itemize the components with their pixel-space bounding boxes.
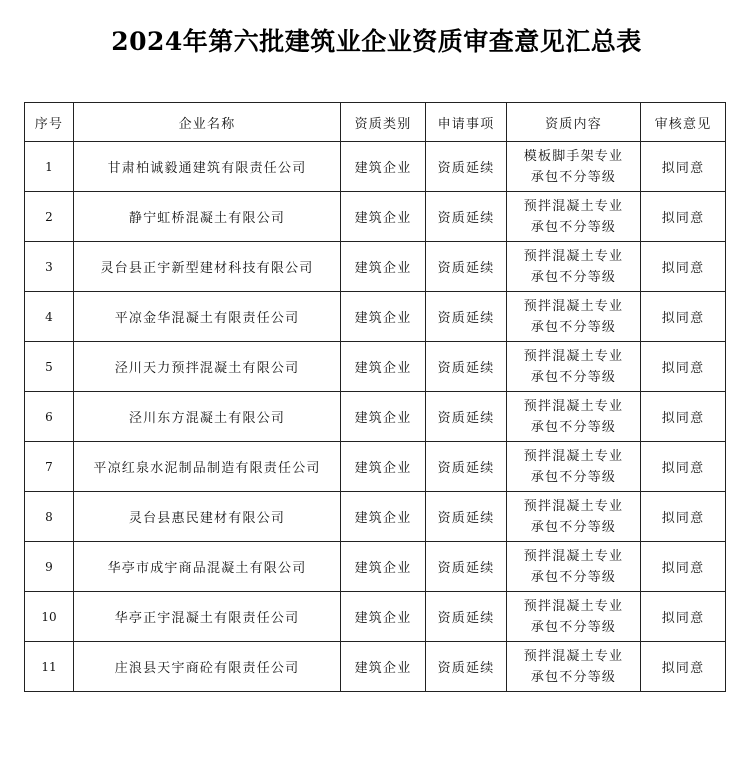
qualification-review-table	[24, 102, 726, 692]
content-line-2: 承包不分等级	[530, 569, 617, 585]
cell-review-opinion: 拟同意	[641, 292, 726, 342]
cell-company-name: 庄浪县天宇商砼有限责任公司	[74, 642, 341, 692]
content-line-2: 承包不分等级	[530, 519, 617, 535]
content-line-1: 预拌混凝土专业	[523, 298, 624, 314]
cell-serial-number: 9	[25, 542, 74, 592]
cell-qualification-category: 建筑企业	[341, 392, 426, 442]
cell-qualification-category: 建筑企业	[341, 292, 426, 342]
table-row	[25, 442, 726, 492]
cell-review-opinion: 拟同意	[641, 342, 726, 392]
cell-qualification-content	[507, 642, 641, 692]
cell-company-name: 甘肃柏诚毅通建筑有限责任公司	[74, 142, 341, 192]
page-title: 2024年第六批建筑业企业资质审查意见汇总表	[111, 27, 642, 56]
cell-company-name: 华亭市成宇商品混凝土有限公司	[74, 542, 341, 592]
table-row	[25, 392, 726, 442]
cell-qualification-content	[507, 142, 641, 192]
cell-qualification-content	[507, 442, 641, 492]
header-review-opinion: 审核意见	[641, 103, 726, 142]
cell-qualification-content	[507, 192, 641, 242]
content-line-1: 预拌混凝土专业	[523, 348, 624, 364]
cell-qualification-category: 建筑企业	[341, 492, 426, 542]
table-row	[25, 492, 726, 542]
content-line-1: 预拌混凝土专业	[523, 498, 624, 514]
cell-serial-number: 7	[25, 442, 74, 492]
cell-serial-number: 5	[25, 342, 74, 392]
cell-qualification-category: 建筑企业	[341, 192, 426, 242]
cell-serial-number: 3	[25, 242, 74, 292]
cell-application-item: 资质延续	[426, 542, 507, 592]
content-line-1: 预拌混凝土专业	[523, 648, 624, 664]
cell-qualification-content	[507, 242, 641, 292]
content-line-2: 承包不分等级	[530, 169, 617, 185]
table-row	[25, 542, 726, 592]
content-line-1: 预拌混凝土专业	[523, 248, 624, 264]
table-row	[25, 142, 726, 192]
cell-serial-number: 2	[25, 192, 74, 242]
cell-review-opinion: 拟同意	[641, 542, 726, 592]
cell-serial-number: 4	[25, 292, 74, 342]
cell-company-name: 平凉金华混凝土有限责任公司	[74, 292, 341, 342]
cell-serial-number: 10	[25, 592, 74, 642]
cell-serial-number: 8	[25, 492, 74, 542]
table-row	[25, 192, 726, 242]
cell-application-item: 资质延续	[426, 342, 507, 392]
cell-review-opinion: 拟同意	[641, 492, 726, 542]
header-company-name: 企业名称	[74, 103, 341, 142]
content-line-2: 承包不分等级	[530, 269, 617, 285]
cell-company-name: 静宁虹桥混凝土有限公司	[74, 192, 341, 242]
cell-qualification-content	[507, 292, 641, 342]
table-body	[25, 142, 726, 692]
cell-qualification-category: 建筑企业	[341, 142, 426, 192]
table-row	[25, 592, 726, 642]
cell-qualification-content	[507, 592, 641, 642]
cell-application-item: 资质延续	[426, 142, 507, 192]
content-line-2: 承包不分等级	[530, 419, 617, 435]
content-line-1: 预拌混凝土专业	[523, 548, 624, 564]
table-row	[25, 242, 726, 292]
content-line-1: 预拌混凝土专业	[523, 598, 624, 614]
cell-qualification-content	[507, 542, 641, 592]
cell-application-item: 资质延续	[426, 642, 507, 692]
cell-qualification-category: 建筑企业	[341, 542, 426, 592]
cell-review-opinion: 拟同意	[641, 392, 726, 442]
cell-application-item: 资质延续	[426, 442, 507, 492]
content-line-2: 承包不分等级	[530, 219, 617, 235]
header-row	[25, 103, 726, 142]
header-qualification-category: 资质类别	[341, 103, 426, 142]
content-line-2: 承包不分等级	[530, 669, 617, 685]
content-line-2: 承包不分等级	[530, 619, 617, 635]
cell-review-opinion: 拟同意	[641, 592, 726, 642]
cell-qualification-category: 建筑企业	[341, 442, 426, 492]
cell-review-opinion: 拟同意	[641, 642, 726, 692]
header-application-item: 申请事项	[426, 103, 507, 142]
content-line-1: 预拌混凝土专业	[523, 398, 624, 414]
cell-review-opinion: 拟同意	[641, 142, 726, 192]
header-qualification-content: 资质内容	[507, 103, 641, 142]
cell-qualification-content	[507, 492, 641, 542]
cell-qualification-category: 建筑企业	[341, 342, 426, 392]
cell-review-opinion: 拟同意	[641, 192, 726, 242]
cell-application-item: 资质延续	[426, 592, 507, 642]
content-line-2: 承包不分等级	[530, 319, 617, 335]
cell-review-opinion: 拟同意	[641, 242, 726, 292]
cell-serial-number: 11	[25, 642, 74, 692]
cell-company-name: 泾川东方混凝土有限公司	[74, 392, 341, 442]
content-line-1: 预拌混凝土专业	[523, 198, 624, 214]
content-line-1: 模板脚手架专业	[523, 148, 624, 164]
content-line-2: 承包不分等级	[530, 469, 617, 485]
content-line-2: 承包不分等级	[530, 369, 617, 385]
cell-serial-number: 6	[25, 392, 74, 442]
cell-application-item: 资质延续	[426, 192, 507, 242]
cell-qualification-category: 建筑企业	[341, 642, 426, 692]
cell-review-opinion: 拟同意	[641, 442, 726, 492]
cell-qualification-category: 建筑企业	[341, 592, 426, 642]
cell-company-name: 泾川天力预拌混凝土有限公司	[74, 342, 341, 392]
cell-serial-number: 1	[25, 142, 74, 192]
cell-application-item: 资质延续	[426, 242, 507, 292]
cell-application-item: 资质延续	[426, 292, 507, 342]
cell-qualification-category: 建筑企业	[341, 242, 426, 292]
header-serial-number: 序号	[25, 103, 74, 142]
cell-application-item: 资质延续	[426, 392, 507, 442]
cell-application-item: 资质延续	[426, 492, 507, 542]
table-row	[25, 342, 726, 392]
cell-company-name: 灵台县惠民建材有限公司	[74, 492, 341, 542]
table-row	[25, 642, 726, 692]
content-line-1: 预拌混凝土专业	[523, 448, 624, 464]
cell-company-name: 华亭正宇混凝土有限责任公司	[74, 592, 341, 642]
table-row	[25, 292, 726, 342]
cell-company-name: 灵台县正宇新型建材科技有限公司	[74, 242, 341, 292]
table-header	[25, 103, 726, 142]
cell-company-name: 平凉红泉水泥制品制造有限责任公司	[74, 442, 341, 492]
cell-qualification-content	[507, 342, 641, 392]
cell-qualification-content	[507, 392, 641, 442]
